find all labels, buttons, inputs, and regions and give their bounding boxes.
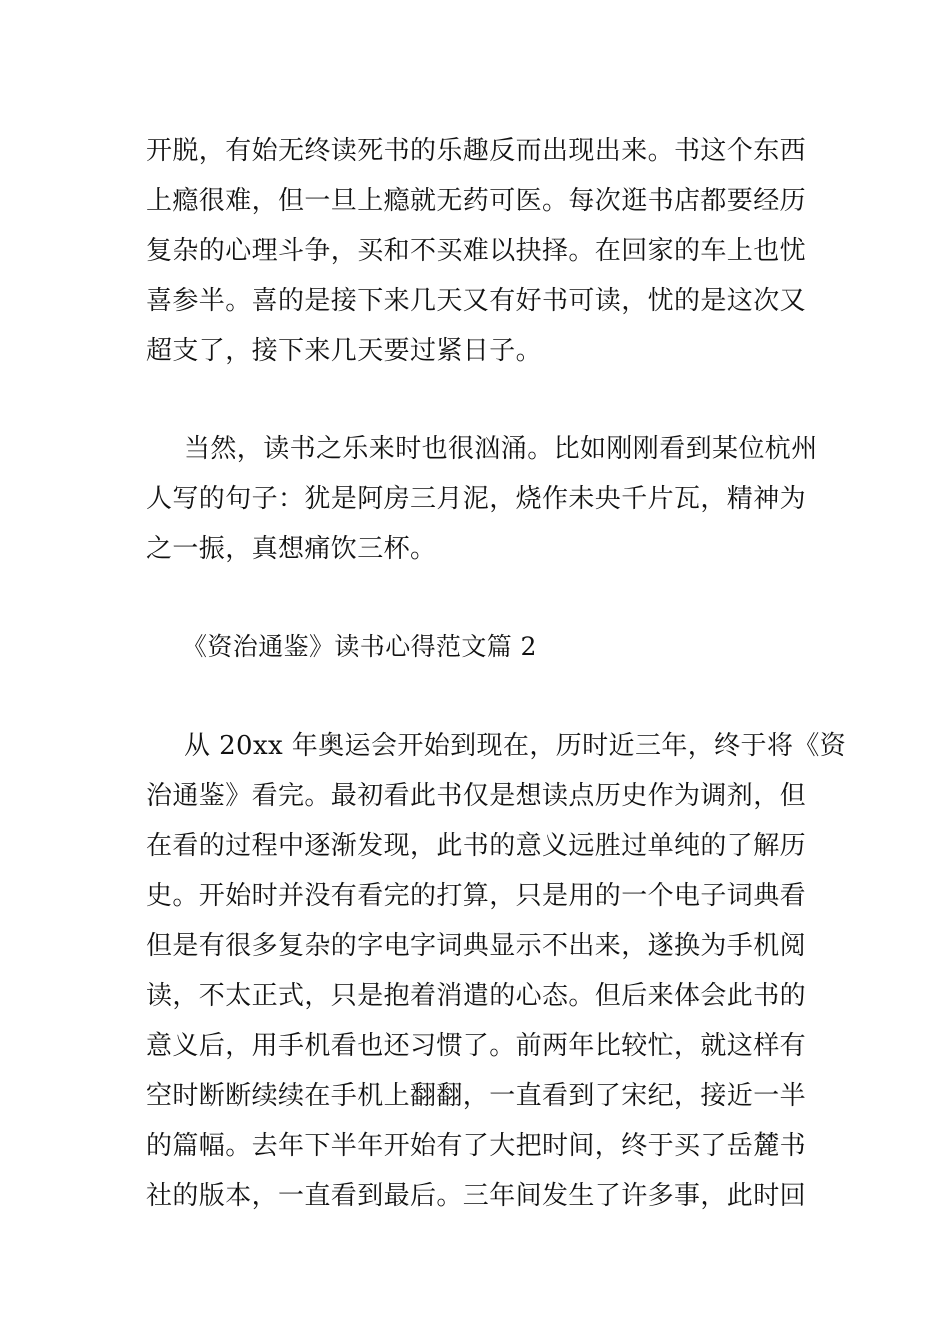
text-line: 意义后，用手机看也还习惯了。前两年比较忙，就这样有 (146, 1031, 807, 1061)
text-line: 之一振，真想痛饮三杯。 (146, 534, 437, 564)
text-line: 从 20xx 年奥运会开始到现在，历时近三年，终于将《资 (184, 731, 847, 761)
text-line: 的篇幅。去年下半年开始有了大把时间，终于买了岳麓书 (146, 1131, 807, 1161)
section-heading: 《资治通鉴》读书心得范文篇 2 (182, 632, 537, 661)
text-line: 在看的过程中逐渐发现，此书的意义远胜过单纯的了解历 (146, 831, 807, 861)
text-line: 人写的句子：犹是阿房三月泥，烧作未央千片瓦，精神为 (146, 484, 807, 514)
text-line: 空时断断续续在手机上翻翻，一直看到了宋纪，接近一半 (146, 1081, 807, 1111)
text-line: 当然，读书之乐来时也很汹涌。比如刚刚看到某位杭州 (184, 434, 818, 464)
text-line: 社的版本，一直看到最后。三年间发生了许多事，此时回 (146, 1181, 807, 1211)
text-line: 读，不太正式，只是抱着消遣的心态。但后来体会此书的 (146, 981, 807, 1011)
text-line: 开脱，有始无终读死书的乐趣反而出现出来。书这个东西 (146, 136, 807, 166)
text-line: 超支了，接下来几天要过紧日子。 (146, 336, 543, 366)
text-line: 上瘾很难，但一旦上瘾就无药可医。每次逛书店都要经历 (146, 186, 807, 216)
text-line: 史。开始时并没有看完的打算，只是用的一个电子词典看 (146, 881, 807, 911)
text-line: 治通鉴》看完。最初看此书仅是想读点历史作为调剂，但 (146, 781, 807, 811)
text-line: 但是有很多复杂的字电字词典显示不出来，遂换为手机阅 (146, 931, 807, 961)
text-line: 喜参半。喜的是接下来几天又有好书可读，忧的是这次又 (146, 286, 807, 316)
text-line: 复杂的心理斗争，买和不买难以抉择。在回家的车上也忧 (146, 236, 807, 266)
